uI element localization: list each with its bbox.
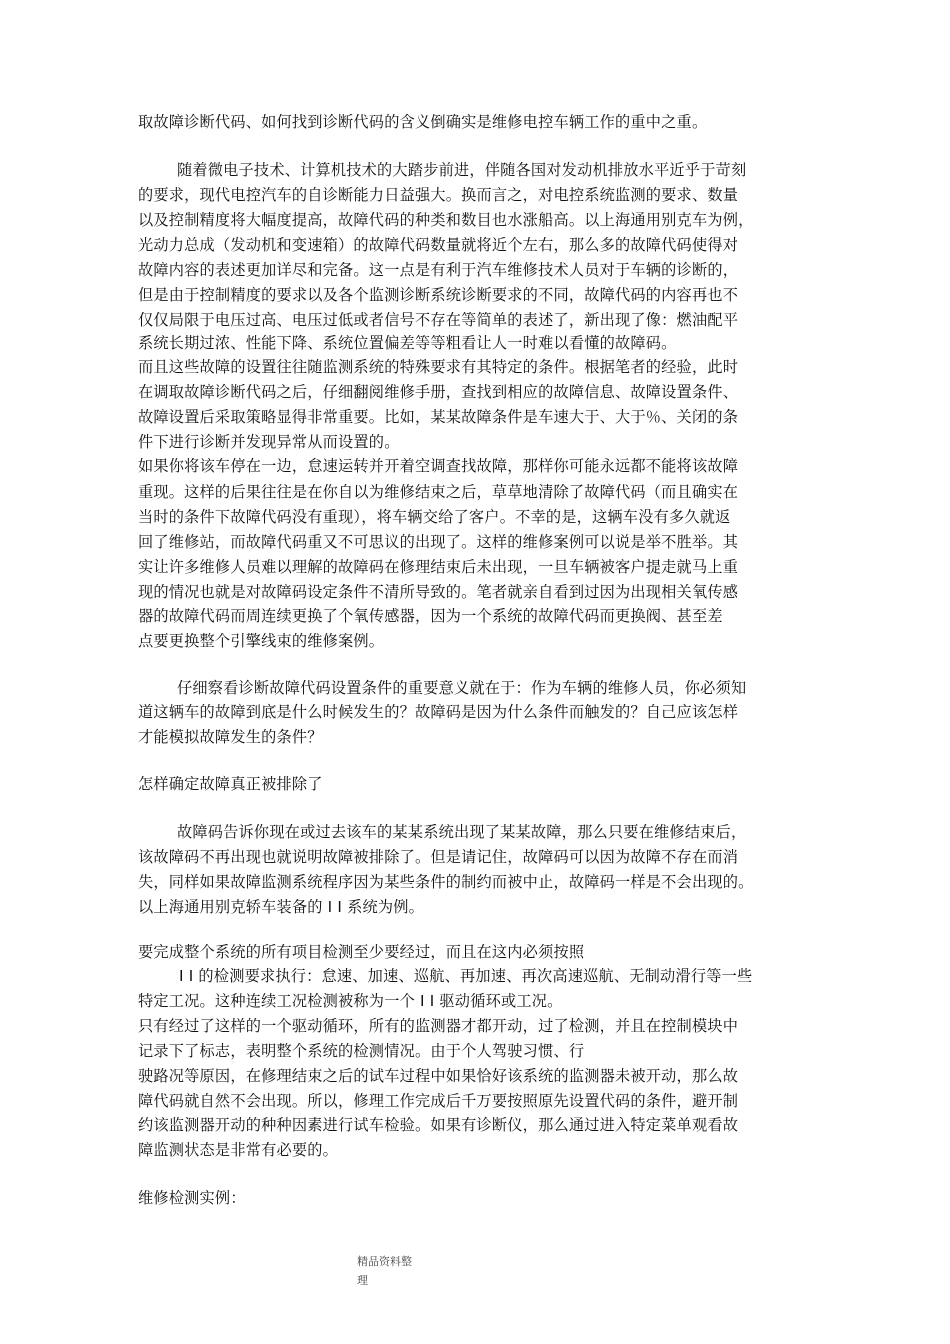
text-line: 点要更换整个引擎线束的维修案例。 — [138, 632, 385, 650]
text-line: 驶路况等原因，在修理结束之后的试车过程中如果恰好该系统的监测器未被开动，那么故 — [138, 1067, 739, 1085]
text-line: 失，同样如果故障监测系统程序因为某些条件的制约而被中止，故障码一样是不会出现的。 — [138, 873, 754, 891]
paragraph-first-line: 仔细察看诊断故障代码设置条件的重要意义就在于：作为车辆的维修人员，你必须知 — [177, 679, 747, 697]
text-line: 取故障诊断代码、如何找到诊断代码的含义倒确实是维修电控车辆工作的重中之重。 — [138, 113, 708, 131]
text-line: 故障设置后采取策略显得非常重要。比如，某某故障条件是车速大于、大于％、关闭的条 — [138, 408, 739, 426]
text-line: I I 的检测要求执行：怠速、加速、巡航、再加速、再次高速巡航、无制动滑行等一些 — [179, 967, 753, 985]
text-line: 只有经过了这样的一个驱动循环，所有的监测器才都开动，过了检测，并且在控制模块中 — [138, 1017, 739, 1035]
text-line: 道这辆车的故障到底是什么时候发生的？故障码是因为什么条件而触发的？自己应该怎样 — [138, 703, 739, 721]
footer-text: 精品资料整 — [357, 1255, 412, 1268]
text-line: 的要求，现代电控汽车的自诊断能力日益强大。换而言之，对电控系统监测的要求、数量 — [138, 186, 739, 204]
footer-text: 理 — [357, 1274, 368, 1287]
text-line: 该故障码不再出现也就说明故障被排除了。但是请记住，故障码可以因为故障不存在而消 — [138, 848, 739, 866]
text-line: 以及控制精度将大幅度提高，故障代码的种类和数目也水涨船高。以上海通用别克车为例， — [138, 211, 754, 229]
text-line: 器的故障代码而周连续更换了个氧传感器，因为一个系统的故障代码而更换阀、甚至差 — [138, 607, 723, 625]
text-line: 现的情况也就是对故障码设定条件不清所导致的。笔者就亲自看到过因为出现相关氧传感 — [138, 583, 739, 601]
text-line: 件下进行诊断并发现异常从而设置的。 — [138, 433, 400, 451]
text-line: 而且这些故障的设置往往随监测系统的特殊要求有其特定的条件。根据笔者的经验，此时 — [138, 358, 739, 376]
text-line: 当时的条件下故障代码没有重现），将车辆交给了客户。不幸的是，这辆车没有多久就返 — [138, 508, 731, 526]
text-line: 实让许多维修人员难以理解的故障码在修理结束后未出现，一旦车辆被客户提走就马上重 — [138, 558, 739, 576]
text-line: 但是由于控制精度的要求以及各个监测诊断系统诊断要求的不同，故障代码的内容再也不 — [138, 286, 739, 304]
text-line: 障监测状态是非常有必要的。 — [138, 1141, 339, 1159]
text-line: 仅仅局限于电压过高、电压过低或者信号不存在等简单的表述了，新出现了像：燃油配平 — [138, 311, 739, 329]
text-line: 特定工况。这种连续工况检测被称为一个 I I 驱动循环或工况。 — [138, 992, 563, 1010]
text-line: 约该监测器开动的种种因素进行试车检验。如果有诊断仪，那么通过进入特定菜单观看故 — [138, 1116, 739, 1134]
text-line: 以上海通用别克轿车装备的 I I 系统为例。 — [138, 898, 425, 916]
text-line: 故障内容的表述更加详尽和完备。这一点是有利于汽车维修技术人员对于车辆的诊断的， — [138, 261, 739, 279]
text-line: 回了维修站，而故障代码重又不可思议的出现了。这样的维修案例可以说是举不胜举。其 — [138, 533, 739, 551]
text-line: 要完成整个系统的所有项目检测至少要经过，而且在这内必须按照 — [138, 943, 585, 961]
text-line: 记录下了标志，表明整个系统的检测情况。由于个人驾驶习惯、行 — [138, 1042, 585, 1060]
section-heading: 维修检测实例： — [138, 1189, 246, 1207]
text-line: 系统长期过浓、性能下降、系统位置偏差等等粗看让人一时难以看懂的故障码。 — [138, 334, 677, 352]
section-heading: 怎样确定故障真正被排除了 — [138, 775, 323, 793]
text-line: 才能模拟故障发生的条件？ — [138, 728, 323, 746]
text-line: 光动力总成（发动机和变速箱）的故障代码数量就将近个左右，那么多的故障代码使得对 — [138, 236, 739, 254]
paragraph-first-line: 随着微电子技术、计算机技术的大踏步前进，伴随各国对发动机排放水平近乎于苛刻 — [177, 161, 747, 179]
text-line: 如果你将该车停在一边，怠速运转并开着空调查找故障，那样你可能永远都不能将该故障 — [138, 457, 739, 475]
paragraph-first-line: 故障码告诉你现在或过去该车的某某系统出现了某某故障，那么只要在维修结束后， — [177, 823, 747, 841]
text-line: 障代码就自然不会出现。所以，修理工作完成后千万要按照原先设置代码的条件，避开制 — [138, 1092, 739, 1110]
text-line: 在调取故障诊断代码之后，仔细翻阅维修手册，查找到相应的故障信息、故障设置条件、 — [138, 383, 739, 401]
text-line: 重现。这样的后果往往是在你自以为维修结束之后，草草地清除了故障代码（而且确实在 — [138, 483, 739, 501]
